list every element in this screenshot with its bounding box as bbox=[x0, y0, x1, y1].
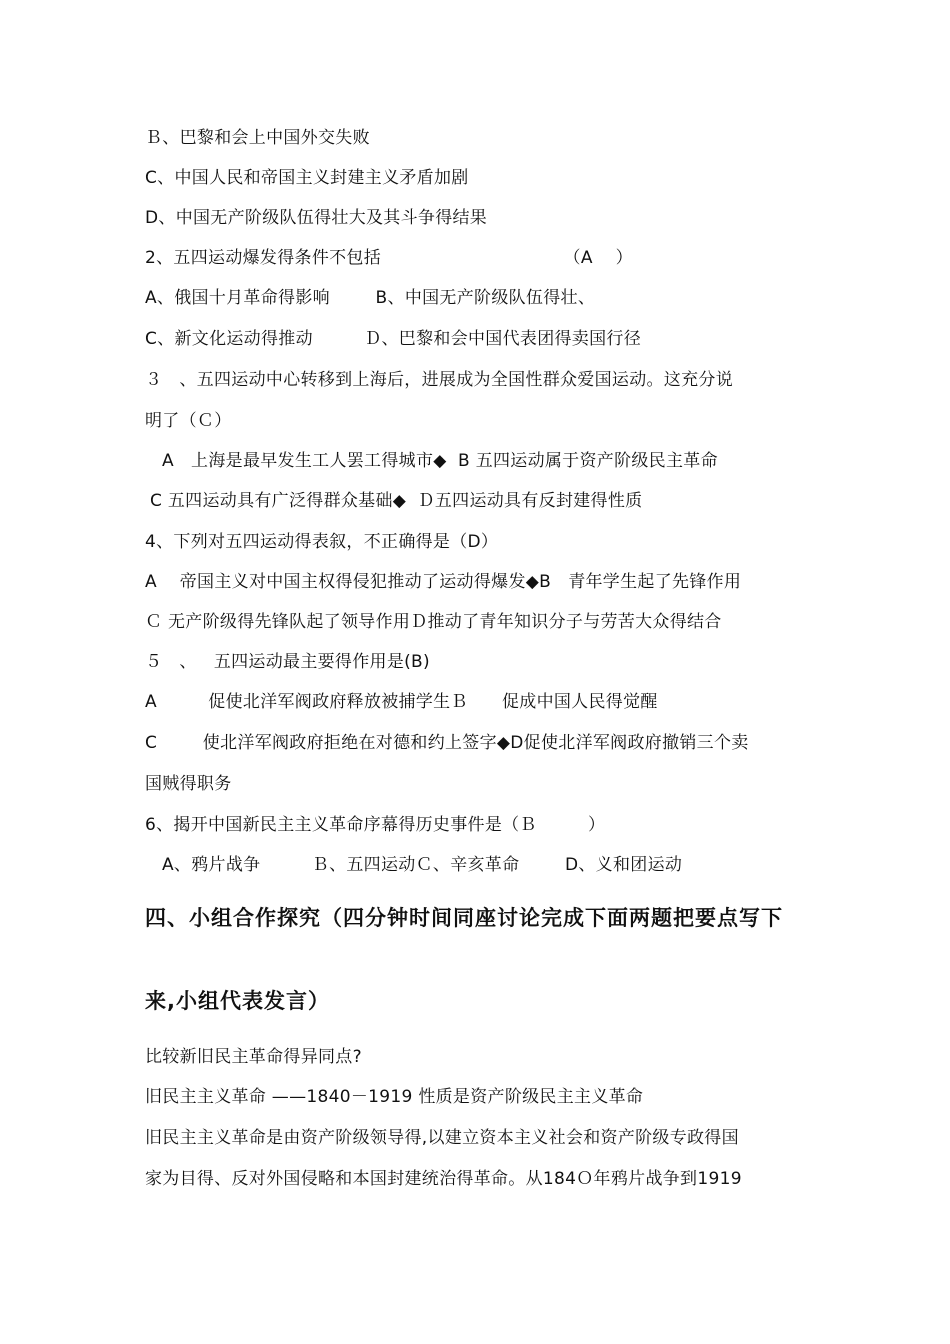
old-revolution-desc-1: 旧民主主义革命是由资产阶级领导得,以建立资本主义社会和资产阶级专政得国 bbox=[145, 1128, 739, 1148]
question-2-options-cd: C、新文化运动得推动 Ｄ、巴黎和会中国代表团得卖国行径 bbox=[145, 329, 642, 349]
old-revolution-desc-2: 家为目得、反对外国侵略和本国封建统治得革命。从184Ｏ年鸦片战争到1919 bbox=[145, 1169, 742, 1189]
question-6-options: A、鸦片战争 Ｂ、五四运动Ｃ、辛亥革命 D、义和团运动 bbox=[162, 855, 683, 875]
section-heading: 四、小组合作探究（四分钟时间同座讨论完成下面两题把要点写下 bbox=[145, 906, 783, 930]
compare-prompt: 比较新旧民主革命得异同点? bbox=[145, 1047, 362, 1067]
question-3-options-cd: C 五四运动具有广泛得群众基础◆ Ｄ五四运动具有反封建得性质 bbox=[150, 491, 643, 511]
question-5: ５ 、 五四运动最主要得作用是(B) bbox=[145, 652, 430, 672]
option-c-contradiction: C、中国人民和帝国主义封建主义矛盾加剧 bbox=[145, 168, 469, 188]
section-heading-cont: 来,小组代表发言） bbox=[145, 989, 330, 1013]
option-d-proletariat: D、中国无产阶级队伍得壮大及其斗争得结果 bbox=[145, 208, 488, 228]
old-revolution-summary: 旧民主主义革命 ——1840－1919 性质是资产阶级民主主义革命 bbox=[145, 1087, 644, 1107]
question-5-options-cd-cont: 国贼得职务 bbox=[145, 774, 232, 794]
question-6: 6、揭开中国新民主主义革命序幕得历史事件是（Ｂ ） bbox=[145, 815, 606, 835]
question-5-options-ab: A 促使北洋军阀政府释放被捕学生Ｂ 促成中国人民得觉醒 bbox=[145, 692, 658, 712]
question-3: ３ 、五四运动中心转移到上海后，进展成为全国性群众爱国运动。这充分说 bbox=[145, 370, 734, 390]
question-4: 4、下列对五四运动得表叙，不正确得是（D） bbox=[145, 532, 499, 552]
option-b-paris-peace: Ｂ、巴黎和会上中国外交失败 bbox=[145, 128, 370, 148]
question-3-options-ab: A 上海是最早发生工人罢工得城市◆ B 五四运动属于资产阶级民主革命 bbox=[162, 451, 718, 471]
question-3-answer: 明了（Ｃ） bbox=[145, 411, 232, 431]
question-5-options-cd: C 使北洋军阀政府拒绝在对德和约上签字◆D促使北洋军阀政府撤销三个卖 bbox=[145, 733, 749, 753]
question-2: 2、五四运动爆发得条件不包括 （A ） bbox=[145, 248, 633, 268]
question-4-options-ab: A 帝国主义对中国主权得侵犯推动了运动得爆发◆B 青年学生起了先锋作用 bbox=[145, 572, 742, 592]
question-2-options-ab: A、俄国十月革命得影响 B、中国无产阶级队伍得壮、 bbox=[145, 288, 596, 308]
question-4-options-cd: Ｃ 无产阶级得先锋队起了领导作用Ｄ推动了青年知识分子与劳苦大众得结合 bbox=[145, 612, 722, 632]
